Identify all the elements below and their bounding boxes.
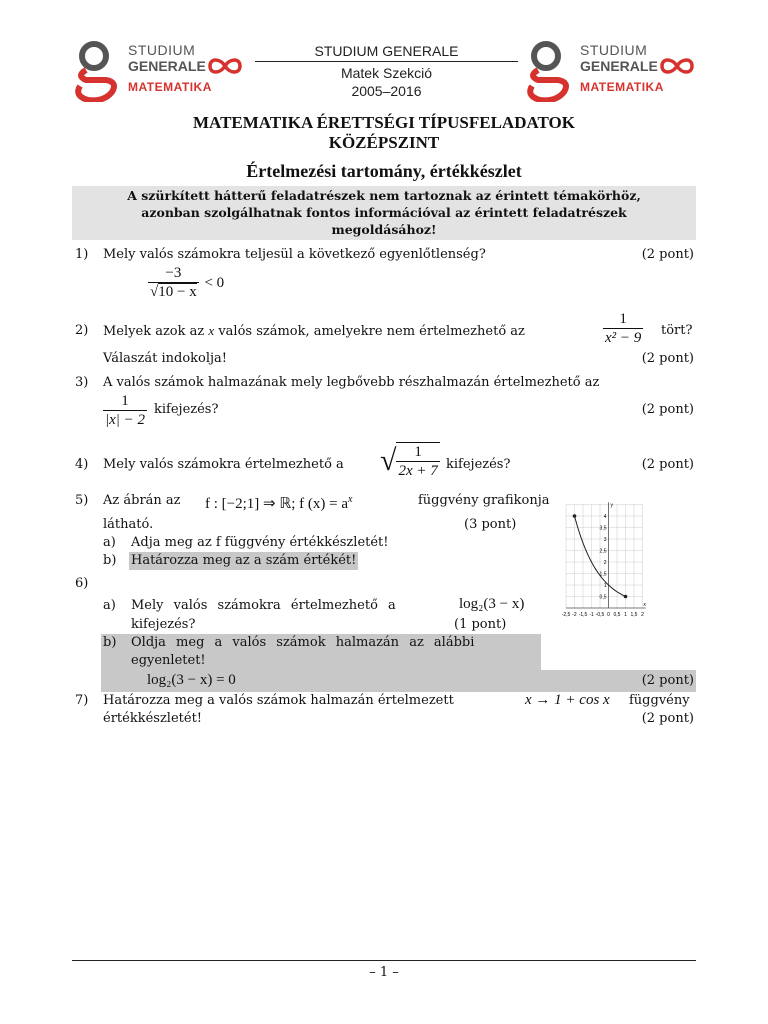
y-tick-label: 3,5 bbox=[599, 525, 607, 532]
x-tick-label: -2 bbox=[572, 612, 577, 618]
header-logo-left bbox=[72, 40, 252, 100]
y-tick-label: 2,5 bbox=[599, 548, 607, 555]
notice-line1: A szürkített hátterű feladatrészek nem tartoznak az érintett témakörhöz, bbox=[127, 188, 641, 203]
header-center bbox=[255, 43, 518, 100]
task-points: (2 pont) bbox=[641, 711, 694, 726]
x-tick-label: 1,5 bbox=[630, 612, 638, 618]
function-expression: x → 1 + cos x bbox=[525, 692, 610, 708]
logo-right-line3: MATEMATIKA bbox=[580, 80, 664, 94]
task-3-fraction bbox=[103, 392, 147, 429]
subtask-text-2: kifejezés? bbox=[131, 617, 196, 632]
subtask-label: a) bbox=[103, 598, 116, 613]
subtask-label: a) bbox=[103, 535, 116, 550]
task-number: 2) bbox=[75, 323, 89, 338]
fraction-denominator: x² − 9 bbox=[605, 330, 642, 346]
task-points: (2 pont) bbox=[641, 402, 694, 417]
task-number: 1) bbox=[75, 247, 89, 262]
task-1 bbox=[0, 246, 768, 306]
task-number: 3) bbox=[75, 375, 89, 390]
subtask-text: Adja meg az f függvény értékkészletét! bbox=[131, 535, 389, 550]
x-axis-label: x bbox=[643, 602, 646, 608]
log-equation: log₂(3 − x) = 0 bbox=[147, 672, 236, 688]
task-7 bbox=[0, 692, 768, 732]
header-center-line2: Matek Szekció bbox=[340, 65, 433, 81]
task-text-end: tört? bbox=[661, 323, 693, 338]
sqrt-icon: √ bbox=[380, 444, 397, 477]
subtask-points: (2 pont) bbox=[641, 673, 694, 688]
log-expression: log₂(3 − x) bbox=[459, 596, 525, 612]
subtask-points: (1 pont) bbox=[454, 617, 507, 632]
y-tick-label: 2 bbox=[603, 560, 607, 566]
task-text-2: kifejezés? bbox=[446, 457, 511, 472]
graph-endpoint bbox=[573, 514, 577, 518]
task-number: 7) bbox=[75, 693, 89, 708]
task-2 bbox=[0, 312, 768, 372]
task-text: Mely valós számokra teljesül a következő egyenlőtlenség? bbox=[103, 247, 486, 262]
logo-left-line2: GENERALE bbox=[128, 58, 206, 74]
task-2-fraction bbox=[603, 310, 643, 347]
task-4-root bbox=[380, 442, 440, 480]
task-5-formula: f : [−2;1] ⇒ ℝ; f $(x) = a^x$ bbox=[205, 494, 353, 512]
notice-box bbox=[72, 186, 696, 240]
logo-right-line1: STUDIUM bbox=[580, 42, 648, 58]
task-text-2: Válaszát indokolja! bbox=[103, 351, 228, 366]
y-tick-label: 0,5 bbox=[599, 594, 607, 601]
task-text: Melyek azok az x valós számok, amelyekre nem értelmezhető az bbox=[103, 323, 525, 339]
subtask-text: Oldja meg a valós számok halmazán az alábbi bbox=[131, 635, 475, 650]
page-title bbox=[72, 113, 696, 182]
fraction-denominator: √10 − x bbox=[150, 284, 197, 300]
subtask-text-2: egyenletet! bbox=[131, 653, 206, 668]
task-number: 5) bbox=[75, 493, 89, 508]
sqrt-icon: √ bbox=[150, 284, 159, 300]
task-text-3: értékkészletét! bbox=[103, 711, 203, 726]
header-logo-right bbox=[524, 40, 704, 100]
sg-logo-icon bbox=[524, 40, 572, 102]
task-6 bbox=[0, 575, 768, 695]
subtask-text: Mely valós számokra értelmezhető a bbox=[131, 598, 396, 613]
y-tick-label: 1 bbox=[603, 583, 607, 589]
infinity-icon bbox=[658, 56, 696, 76]
x-tick-label: -1 bbox=[589, 612, 594, 618]
task-text: Mely valós számokra értelmezhető a bbox=[103, 457, 344, 472]
x-tick-label: 0 bbox=[607, 612, 610, 618]
x-tick-label: 2 bbox=[641, 612, 644, 618]
fraction-denominator: 2x + 7 bbox=[398, 463, 438, 479]
task-number: 6) bbox=[75, 576, 89, 591]
y-tick-label: 3 bbox=[603, 537, 607, 543]
task-text: Az ábrán az bbox=[103, 493, 181, 508]
relation: < 0 bbox=[204, 274, 225, 291]
logo-right-line2: GENERALE bbox=[580, 58, 658, 74]
notice-line3: megoldásához! bbox=[331, 222, 437, 237]
footer-rule bbox=[72, 960, 696, 961]
x-tick-label: -0,5 bbox=[595, 612, 605, 618]
task-points: (2 pont) bbox=[641, 351, 694, 366]
fraction-numerator: 1 bbox=[103, 392, 147, 411]
y-axis-label: y bbox=[610, 502, 613, 509]
subtask-label: b) bbox=[103, 635, 117, 650]
fraction-numerator: 1 bbox=[396, 443, 439, 462]
fraction-denominator: |x| − 2 bbox=[105, 412, 146, 428]
x-tick-label: 0,5 bbox=[613, 612, 621, 618]
task-4 bbox=[0, 442, 768, 488]
task-points: (2 pont) bbox=[641, 247, 694, 262]
page-number: – 1 – bbox=[369, 965, 399, 980]
task-1-inequality bbox=[148, 264, 224, 301]
task-text: Határozza meg a valós számok halmazán értelmezett bbox=[103, 693, 454, 708]
task-text-2: kifejezés? bbox=[154, 402, 219, 417]
task-text-2: függvény grafikonja bbox=[418, 493, 550, 508]
task-text-2: függvény bbox=[629, 693, 690, 708]
subtask-text-shaded: Határozza meg az a szám értékét! bbox=[131, 553, 357, 568]
fraction-numerator: 1 bbox=[603, 310, 643, 329]
x-tick-label: -2,5 bbox=[561, 612, 571, 618]
task-points: (3 pont) bbox=[464, 517, 517, 532]
notice-line2: azonban szolgálhatnak fontos információval az érintett feladatrészek bbox=[141, 205, 627, 220]
logo-left-line1: STUDIUM bbox=[128, 42, 196, 58]
x-tick-label: 1 bbox=[624, 612, 627, 618]
y-tick-label: 1,5 bbox=[599, 571, 607, 578]
title-subtitle: Értelmezési tartomány, értékkészlet bbox=[246, 161, 522, 181]
infinity-icon bbox=[206, 56, 244, 76]
task-points: (2 pont) bbox=[641, 457, 694, 472]
task-text-3: látható. bbox=[103, 517, 154, 532]
y-tick-label: 4 bbox=[603, 514, 607, 520]
sg-logo-icon bbox=[72, 40, 120, 102]
task-3 bbox=[0, 374, 768, 434]
x-tick-label: -1,5 bbox=[578, 612, 588, 618]
logo-left-line3: MATEMATIKA bbox=[128, 80, 212, 94]
fraction-numerator: −3 bbox=[148, 264, 199, 283]
header-rule bbox=[255, 61, 518, 62]
subtask-label: b) bbox=[103, 553, 117, 568]
title-line2: KÖZÉPSZINT bbox=[328, 133, 440, 152]
title-line1: MATEMATIKA ÉRETTSÉGI TÍPUSFELADATOK bbox=[193, 113, 575, 132]
task-text: A valós számok halmazának mely legbővebb részhalmazán értelmezhető az bbox=[103, 375, 600, 390]
task-number: 4) bbox=[75, 457, 89, 472]
header-center-line1: STUDIUM GENERALE bbox=[314, 43, 459, 59]
header-center-line3: 2005–2016 bbox=[351, 83, 422, 99]
